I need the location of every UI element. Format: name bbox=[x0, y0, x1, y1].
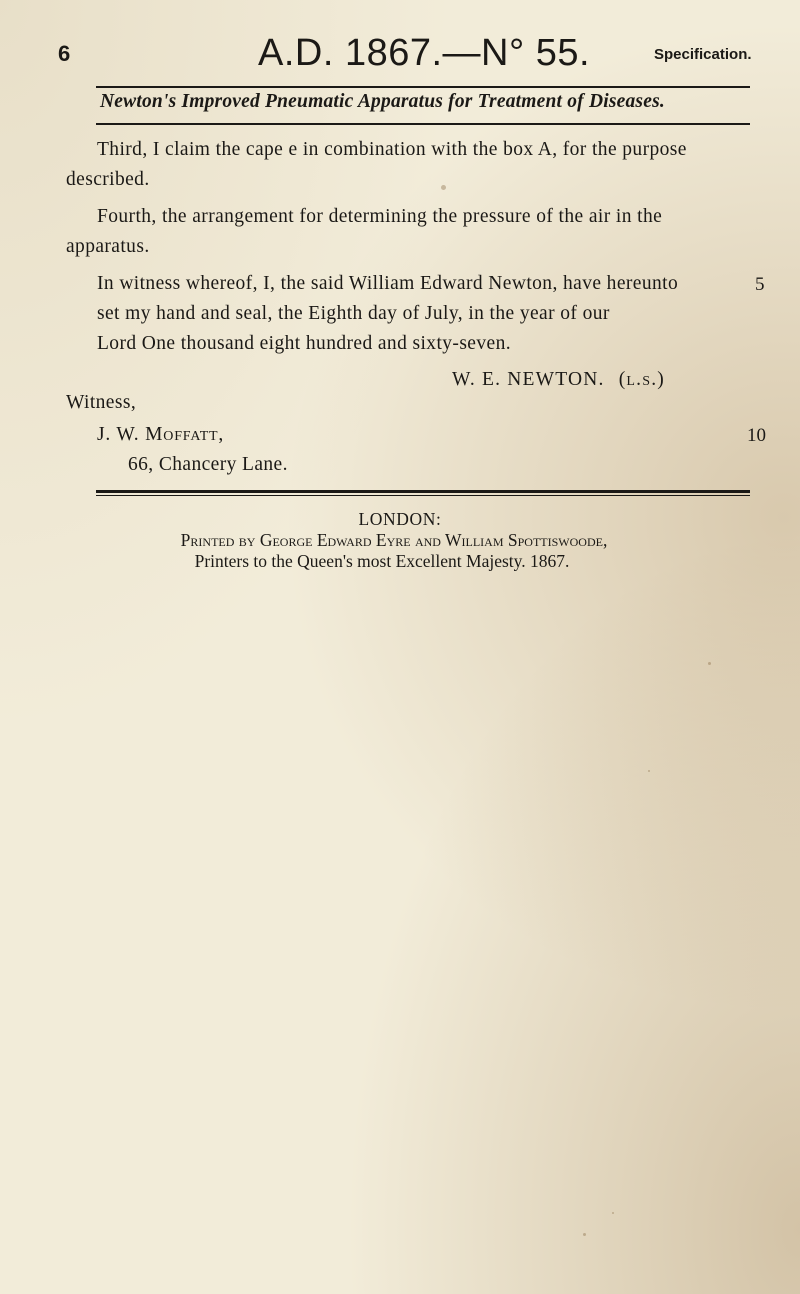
witness-name: J. W. Moffatt, bbox=[97, 424, 225, 445]
paper-speck bbox=[583, 1233, 586, 1236]
document-title: Newton's Improved Pneumatic Apparatus for Treatment of Diseases. bbox=[100, 91, 665, 112]
claim-third-line-1: Third, I claim the cape e in combination with the box A, for the purpose bbox=[97, 139, 687, 160]
signature-block bbox=[452, 369, 665, 391]
witness-clause-line-1: In witness whereof, I, the said William Edward Newton, have hereunto bbox=[97, 273, 679, 294]
section-label: Specification. bbox=[654, 46, 752, 63]
title-rule bbox=[96, 123, 750, 125]
colophon-printer-line bbox=[0, 530, 794, 551]
colophon-line-1: Printed by George Edward Eyre and William Spottiswoode, bbox=[180, 530, 608, 550]
paper-speck bbox=[708, 662, 711, 665]
colophon-city: LONDON: bbox=[358, 509, 442, 529]
witness-clause-line-3: Lord One thousand eight hundred and sixty-seven. bbox=[97, 333, 511, 354]
witness-label: Witness, bbox=[66, 392, 137, 413]
paper-speck bbox=[648, 770, 650, 772]
line-number-5: 5 bbox=[755, 274, 765, 295]
page-number: 6 bbox=[58, 41, 71, 66]
claim-third-line-2: described. bbox=[66, 169, 150, 190]
signatory-name: W. E. NEWTON. bbox=[452, 369, 605, 390]
header-rule bbox=[96, 86, 750, 88]
footer-rule-thin bbox=[96, 495, 750, 496]
colophon-majesty-line bbox=[0, 551, 782, 572]
line-number-10: 10 bbox=[747, 425, 766, 446]
seal-mark: (l.s.) bbox=[618, 369, 665, 390]
running-head: A.D. 1867.—N° 55. bbox=[258, 32, 591, 74]
paper-speck bbox=[441, 185, 446, 190]
claim-fourth-line-2: apparatus. bbox=[66, 236, 150, 257]
footer-rule-thick bbox=[96, 490, 750, 493]
colophon-line-2: Printers to the Queen's most Excellent Majesty. 1867. bbox=[194, 551, 570, 571]
witness-clause-line-2: set my hand and seal, the Eighth day of July, in the year of our bbox=[97, 303, 610, 324]
paper-speck bbox=[612, 1212, 614, 1214]
witness-address: 66, Chancery Lane. bbox=[128, 454, 288, 475]
claim-fourth-line-1: Fourth, the arrangement for determining the pressure of the air in the bbox=[97, 206, 663, 227]
